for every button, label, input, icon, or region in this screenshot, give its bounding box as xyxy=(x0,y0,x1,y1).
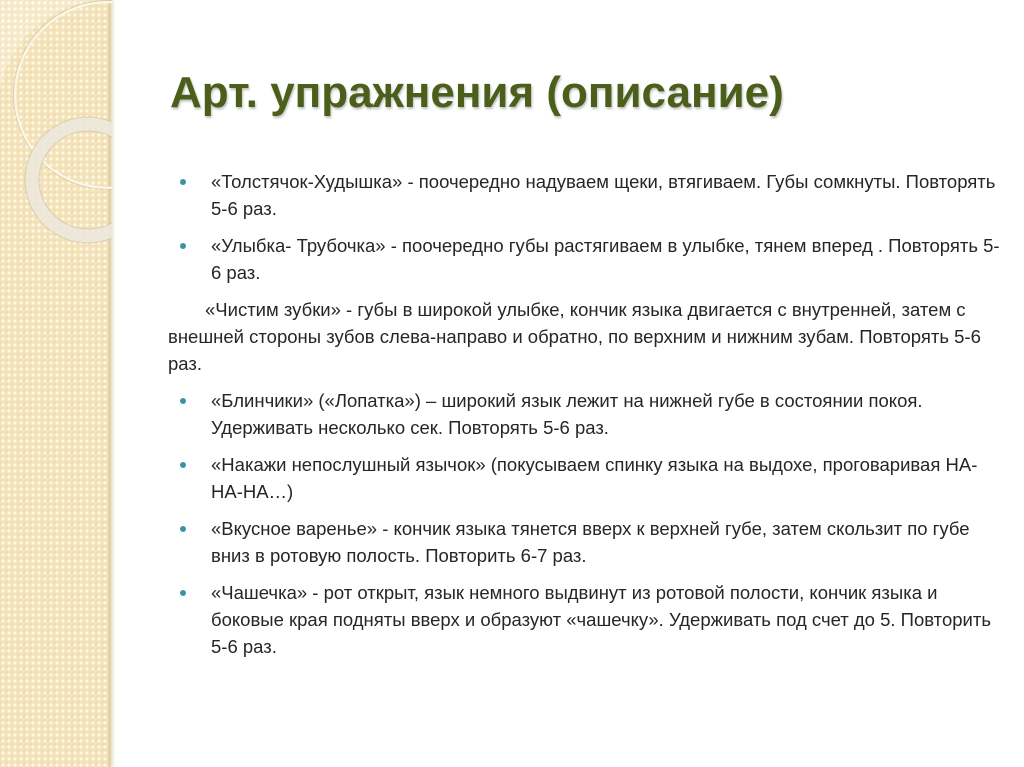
bullet-icon xyxy=(180,590,186,596)
list-item xyxy=(172,232,1002,286)
bullet-icon xyxy=(180,243,186,249)
list-item-text: «Вкусное варенье» - кончик языка тянется вверх к верхней губе, затем скользит по губе вниз в ротовую полость. Повторить 6-7 раз. xyxy=(211,518,970,566)
bullet-icon xyxy=(180,462,186,468)
list-item xyxy=(172,451,1002,505)
exercise-list xyxy=(168,168,1002,670)
list-item-text: «Чашечка» - рот открыт, язык немного выдвинут из ротовой полости, кончик языка и боковые края подняты вверх и образуют «чашечку». Удерживать под счет до 5. Повторить 5-6 раз. xyxy=(211,582,991,657)
list-item-text: «Толстячок-Худышка» - поочередно надуваем щеки, втягиваем. Губы сомкнуты. Повторять 5-6 раз. xyxy=(211,171,996,219)
list-item xyxy=(172,515,1002,569)
bullet-icon xyxy=(180,398,186,404)
decorative-rings-icon xyxy=(0,0,112,260)
list-item-text: «Улыбка- Трубочка» - поочередно губы растягиваем в улыбке, тянем вперед . Повторять 5-6 раз. xyxy=(211,235,1000,283)
list-item xyxy=(172,579,1002,660)
slide-title: Арт. упражнения (описание) xyxy=(170,68,784,117)
list-item-text: «Накажи непослушный язычок» (покусываем спинку языка на выдохе, проговаривая НА-НА-НА…) xyxy=(211,454,978,502)
bullet-icon xyxy=(180,179,186,185)
list-item-text: «Блинчики» («Лопатка») – широкий язык лежит на нижней губе в состоянии покоя. Удерживать несколько сек. Повторять 5-6 раз. xyxy=(211,390,923,438)
list-item xyxy=(172,168,1002,222)
list-item xyxy=(172,387,1002,441)
list-item-plain: «Чистим зубки» - губы в широкой улыбке, кончик языка двигается с внутренней, затем с внешней стороны зубов слева-направо и обратно, по верхним и нижним зубам. Повторять 5-6 раз. xyxy=(168,299,981,374)
bullet-icon xyxy=(180,526,186,532)
